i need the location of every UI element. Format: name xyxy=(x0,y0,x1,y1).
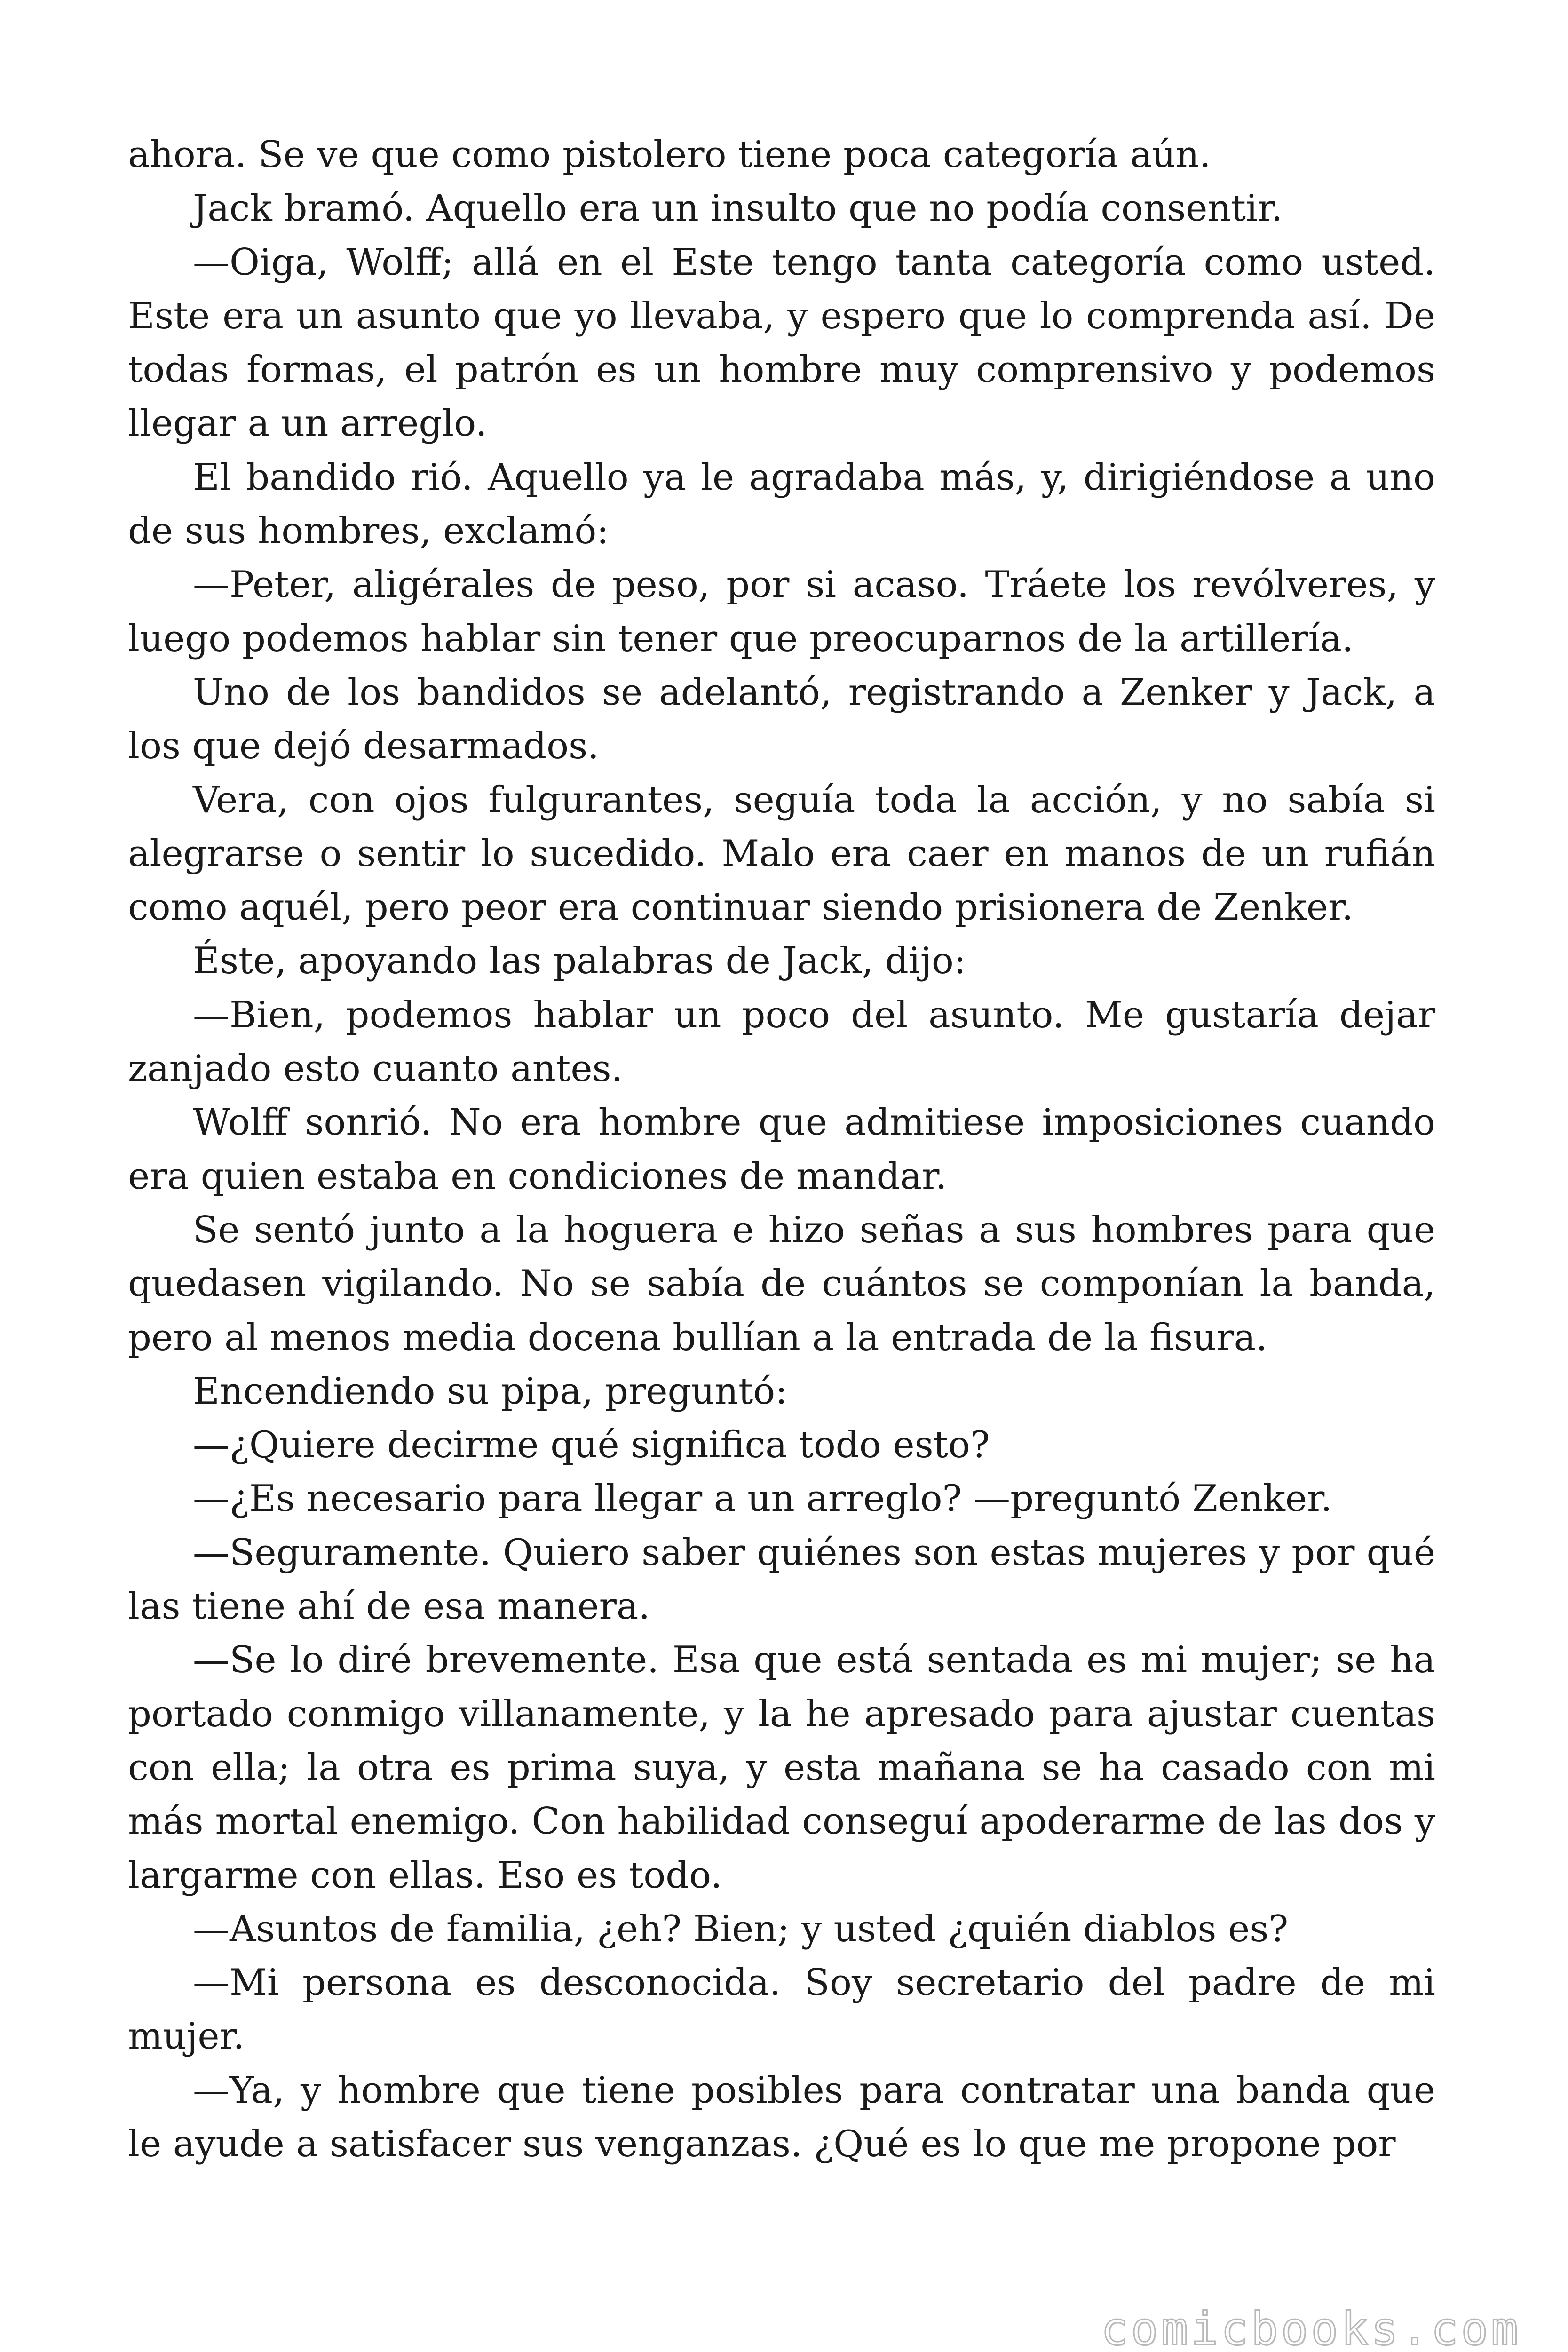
paragraph: —Peter, aligérales de peso, por si acaso. Tráete los revólveres, y luego podemos hablar sin tener que preocuparnos de la artillería. xyxy=(128,564,1435,660)
paragraph: —¿Es necesario para llegar a un arreglo? —preguntó Zenker. xyxy=(193,1478,1332,1520)
paragraph: Wolff sonrió. No era hombre que admitiese imposiciones cuando era quien estaba en condiciones de mandar. xyxy=(128,1101,1435,1198)
paragraph: —Mi persona es desconocida. Soy secretario del padre de mi mujer. xyxy=(128,1962,1435,2058)
paragraph: Vera, con ojos fulgurantes, seguía toda la acción, y no sabía si alegrarse o sentir lo sucedido. Malo era caer en manos de un rufián como aquél, pero peor era continuar siendo prisionera de Zenker. xyxy=(128,779,1435,929)
paragraph: Éste, apoyando las palabras de Jack, dijo: xyxy=(193,940,966,983)
paragraph: —Bien, podemos hablar un poco del asunto. Me gustaría dejar zanjado esto cuanto antes. xyxy=(128,993,1435,1090)
body-text xyxy=(128,128,1435,2171)
paragraph: Se sentó junto a la hoguera e hizo señas a sus hombres para que quedasen vigilando. No se sabía de cuántos se componían la banda, pero al menos media docena bullían a la entrada de la fisura. xyxy=(128,1208,1435,1359)
paragraph: ahora. Se ve que como pistolero tiene poca categoría aún. xyxy=(128,134,1211,176)
paragraph: —Oiga, Wolff; allá en el Este tengo tanta categoría como usted. Este era un asunto que yo llevaba, y espero que lo comprenda así. De todas formas, el patrón es un hombre muy comprensivo y podemos llegar a un arreglo. xyxy=(128,241,1435,445)
paragraph: —¿Quiere decirme qué significa todo esto? xyxy=(193,1424,990,1467)
paragraph: —Ya, y hombre que tiene posibles para contratar una banda que le ayude a satisfacer sus venganzas. ¿Qué es lo que me propone por xyxy=(128,2069,1435,2165)
watermark: comicbooks.com xyxy=(1101,2303,1521,2352)
paragraph: Uno de los bandidos se adelantó, registrando a Zenker y Jack, a los que dejó desarmados. xyxy=(128,671,1435,768)
paragraph: —Asuntos de familia, ¿eh? Bien; y usted ¿quién diablos es? xyxy=(193,1907,1289,1950)
paragraph: Encendiendo su pipa, preguntó: xyxy=(193,1370,788,1413)
paragraph: Jack bramó. Aquello era un insulto que no podía consentir. xyxy=(193,187,1283,230)
paragraph: —Se lo diré brevemente. Esa que está sentada es mi mujer; se ha portado conmigo villanamente, y la he apresado para ajustar cuentas con ella; la otra es prima suya, y esta mañana se ha casado con mi más mortal enemigo. Con habilidad conseguí apoderarme de las dos y largarme con ellas. Eso es todo. xyxy=(128,1639,1435,1897)
paragraph: —Seguramente. Quiero saber quiénes son estas mujeres y por qué las tiene ahí de esa manera. xyxy=(128,1531,1435,1628)
paragraph: El bandido rió. Aquello ya le agradaba más, y, dirigiéndose a uno de sus hombres, exclamó: xyxy=(128,456,1435,553)
